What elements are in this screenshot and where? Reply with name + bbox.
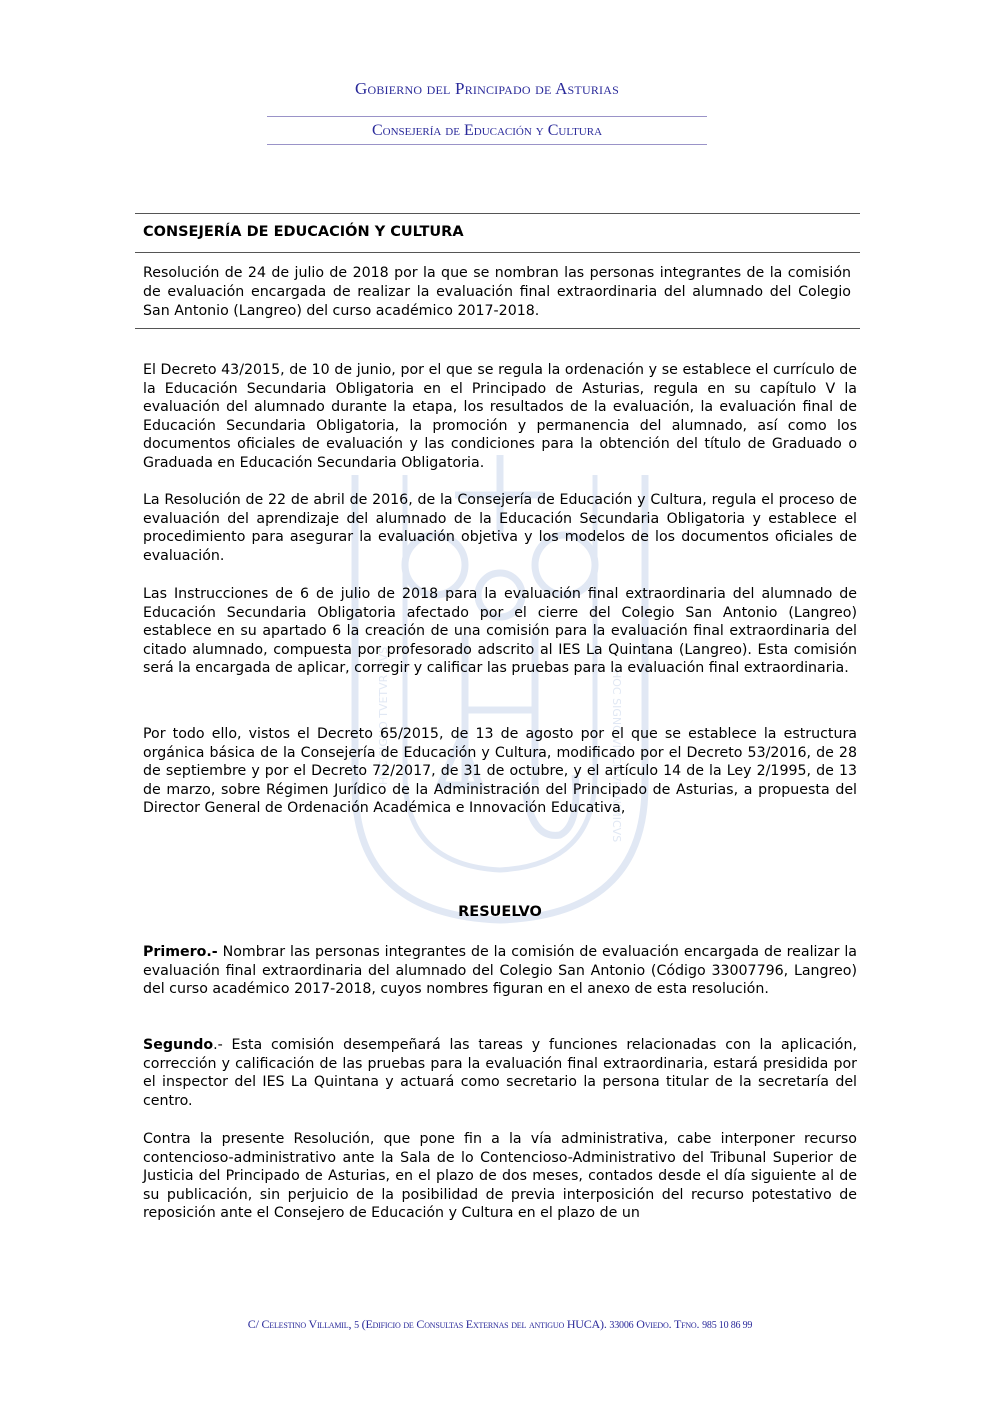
paragraph-segundo — [143, 1036, 857, 1110]
footer-postal-code: 33006 — [609, 1320, 634, 1331]
footer-street-number: 5 — [354, 1320, 359, 1331]
primero-text: Nombrar las personas integrantes de la comisión de evaluación encargada de realizar la evaluación final extraordinaria del alumnado del Colegio San Antonio (Código 33007796, Langreo) del curso académico 2017-2018, cuyos nombres figuran en el anexo de esta resolución. — [143, 944, 857, 998]
header-rule-top — [135, 213, 860, 214]
footer-address — [0, 1317, 1000, 1332]
resuelvo-heading: RESUELVO — [458, 904, 542, 920]
primero-label: Primero — [143, 944, 207, 960]
header-rule-bottom — [135, 328, 860, 329]
organization-title: CONSEJERÍA DE EDUCACIÓN Y CULTURA — [143, 224, 464, 240]
paragraph-recurso: Contra la presente Resolución, que pone fin a la vía administrativa, cabe interponer recurso contencioso-administrativo ante la Sala de lo Contencioso-Administrativo del Tribunal Superior de Justicia del Principado de Asturias, en el plazo de dos meses, contados desde el día siguiente al de su publicación, sin perjuicio de la posibilidad de previa interposición del recurso potestativo de reposición ante el Consejero de Educación y Cultura en el plazo de un — [143, 1131, 857, 1222]
letterhead — [267, 76, 707, 145]
paragraph-primero — [143, 943, 857, 999]
footer-street: C/ Celestino Villamil, — [247, 1317, 355, 1331]
resolution-title: Resolución de 24 de julio de 2018 por la que se nombran las personas integrantes de la comisión de evaluación encargada de realizar la evaluación final extraordinaria del alumnado del Colegio San Antonio (Langreo) del curso académico 2017-2018. — [143, 265, 851, 319]
footer-city: Oviedo. Tfno. — [633, 1317, 703, 1331]
footer-building: (Edificio de Consultas Externas del antiguo HUCA). — [358, 1317, 610, 1331]
paragraph-instrucciones: Las Instrucciones de 6 de julio de 2018 para la evaluación final extraordinaria del alumnado de Educación Secundaria Obligatoria afectado por el cierre del Colegio San Antonio (Langreo) establece en su apartado 6 la creación de una comisión para la evaluación final extraordinaria del citado alumnado, compuesta por profesorado adscrito al IES La Quintana (Langreo). Esta comisión será la encargada de aplicar, corregir y calificar las pruebas para la evaluación final extraordinaria. — [143, 586, 857, 677]
letterhead-government: Gobierno del Principado de Asturias — [355, 79, 619, 98]
watermark-motto-right: HOC SIGNO VINCITVR INIMICVS — [610, 670, 623, 843]
segundo-text: .- Esta comisión desempeñará las tareas y funciones relacionadas con la aplicación, corrección y calificación de las pruebas para la evaluación final extraordinaria, estará presidida por el inspector del IES La Quintana y actuará como secretario la persona titular de la secretaría del centro. — [143, 1037, 857, 1109]
segundo-label: Segundo — [143, 1037, 214, 1053]
header-rule-middle — [135, 252, 860, 253]
footer-phone: 985 10 86 99 — [702, 1320, 753, 1331]
paragraph-resolucion-2016: La Resolución de 22 de abril de 2016, de la Consejería de Educación y Cultura, regula el proceso de evaluación del aprendizaje del alumnado de la Educación Secundaria Obligatoria y establece el procedimiento para asegurar la evaluación objetiva y los modelos de los documentos oficiales de evaluación. — [143, 492, 857, 564]
paragraph-decreto-43: El Decreto 43/2015, de 10 de junio, por el que se regula la ordenación y se establece el currículo de la Educación Secundaria Obligatoria en el Principado de Asturias, regula en su capítulo V la evaluación del alumnado durante la etapa, los resultados de la evaluación, la evaluación final de Educación Secundaria Obligatoria, la promoción y permanencia del alumnado, así como los documentos oficiales de evaluación y las condiciones para la obtención del título de Graduado o Graduada en Educación Secundaria Obligatoria. — [143, 362, 857, 471]
letterhead-divider — [267, 144, 707, 145]
letterhead-department: Consejería de Educación y Cultura — [371, 122, 603, 139]
primero-separator: .- — [206, 944, 218, 960]
paragraph-vistos: Por todo ello, vistos el Decreto 65/2015, de 13 de agosto por el que se establece la estructura orgánica básica de la Consejería de Educación y Cultura, modificado por el Decreto 53/2016, de 28 de septiembre y por el Decreto 72/2017, de 31 de octubre, y el artículo 14 de la Ley 2/1995, de 13 de marzo, sobre Régimen Jurídico de la Administración del Principado de Asturias, a propuesta del Director General de Ordenación Académica e Innovación Educativa, — [143, 726, 857, 817]
watermark-motto-left: HOC SIGNO TVETVR PIVS — [377, 646, 390, 785]
